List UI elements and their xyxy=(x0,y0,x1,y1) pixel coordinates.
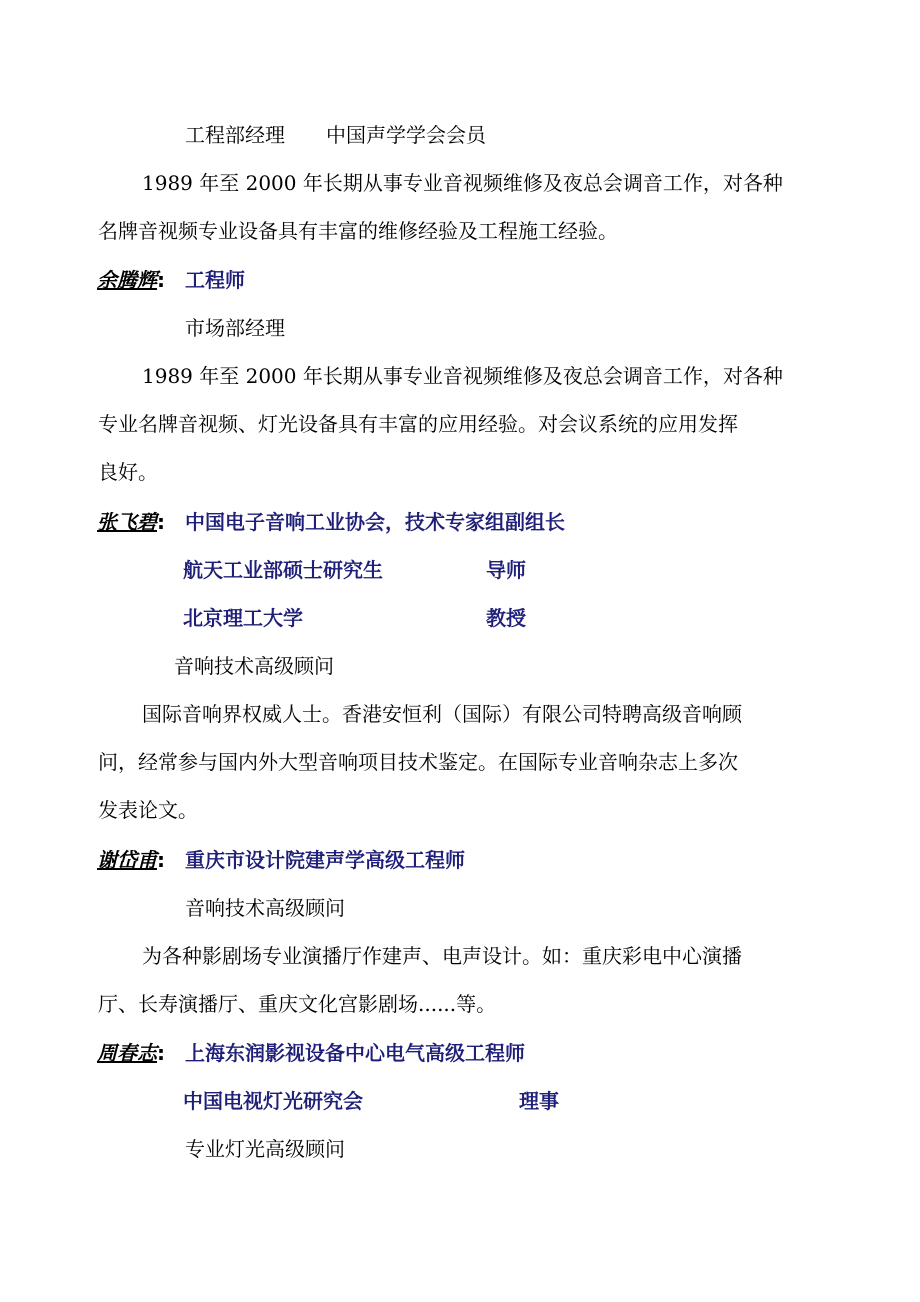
colon: : xyxy=(157,510,165,534)
person-bold-left: 航天工业部硕士研究生 xyxy=(183,558,383,582)
person-name: 张飞碧 xyxy=(97,510,157,534)
person-desc-line: 国际音响界权威人士。香港安恒利（国际）有限公司特聘高级音响顾 xyxy=(142,702,742,726)
person-name: 谢岱甫 xyxy=(97,848,157,872)
person-bold-left: 中国电视灯光研究会 xyxy=(183,1089,363,1113)
person-heading xyxy=(97,266,245,294)
person-sub-line: 专业灯光高级顾问 xyxy=(185,1137,345,1161)
colon: : xyxy=(157,848,165,872)
intro-role-title: 工程部经理 xyxy=(185,123,285,147)
person-title: 工程师 xyxy=(185,268,245,292)
person-sub-line: 市场部经理 xyxy=(185,316,285,340)
intro-role-org: 中国声学学会会员 xyxy=(326,123,486,147)
person-desc-line: 厅、长寿演播厅、重庆文化宫影剧场......等。 xyxy=(98,992,497,1016)
person-heading xyxy=(97,1039,525,1067)
person-sub-line: 音响技术高级顾问 xyxy=(185,896,345,920)
person-desc-line: 发表论文。 xyxy=(98,798,198,822)
person-desc-line: 为各种影剧场专业演播厅作建声、电声设计。如：重庆彩电中心演播 xyxy=(142,944,742,968)
person-sub-line: 音响技术高级顾问 xyxy=(174,654,334,678)
person-heading xyxy=(97,846,465,874)
person-bold-left: 北京理工大学 xyxy=(183,606,303,630)
person-title: 上海东润影视设备中心电气高级工程师 xyxy=(185,1041,525,1065)
colon: : xyxy=(157,268,165,292)
intro-desc-line: 名牌音视频专业设备具有丰富的维修经验及工程施工经验。 xyxy=(98,219,618,243)
person-heading xyxy=(97,508,565,536)
person-name: 余腾辉 xyxy=(97,268,157,292)
person-title: 中国电子音响工业协会，技术专家组副组长 xyxy=(185,510,565,534)
colon: : xyxy=(157,1041,165,1065)
person-desc-line: 问，经常参与国内外大型音响项目技术鉴定。在国际专业音响杂志上多次 xyxy=(98,750,738,774)
person-desc-line: 良好。 xyxy=(98,460,158,484)
intro-desc-line: 1989 年至 2000 年长期从事专业音视频维修及夜总会调音工作，对各种 xyxy=(142,171,783,195)
person-desc-line: 专业名牌音视频、灯光设备具有丰富的应用经验。对会议系统的应用发挥 xyxy=(98,412,738,436)
person-bold-right: 教授 xyxy=(486,606,526,630)
person-name: 周春志 xyxy=(97,1041,157,1065)
person-bold-right: 理事 xyxy=(519,1089,559,1113)
person-desc-line: 1989 年至 2000 年长期从事专业音视频维修及夜总会调音工作，对各种 xyxy=(142,364,783,388)
person-bold-right: 导师 xyxy=(486,558,526,582)
person-title: 重庆市设计院建声学高级工程师 xyxy=(185,848,465,872)
